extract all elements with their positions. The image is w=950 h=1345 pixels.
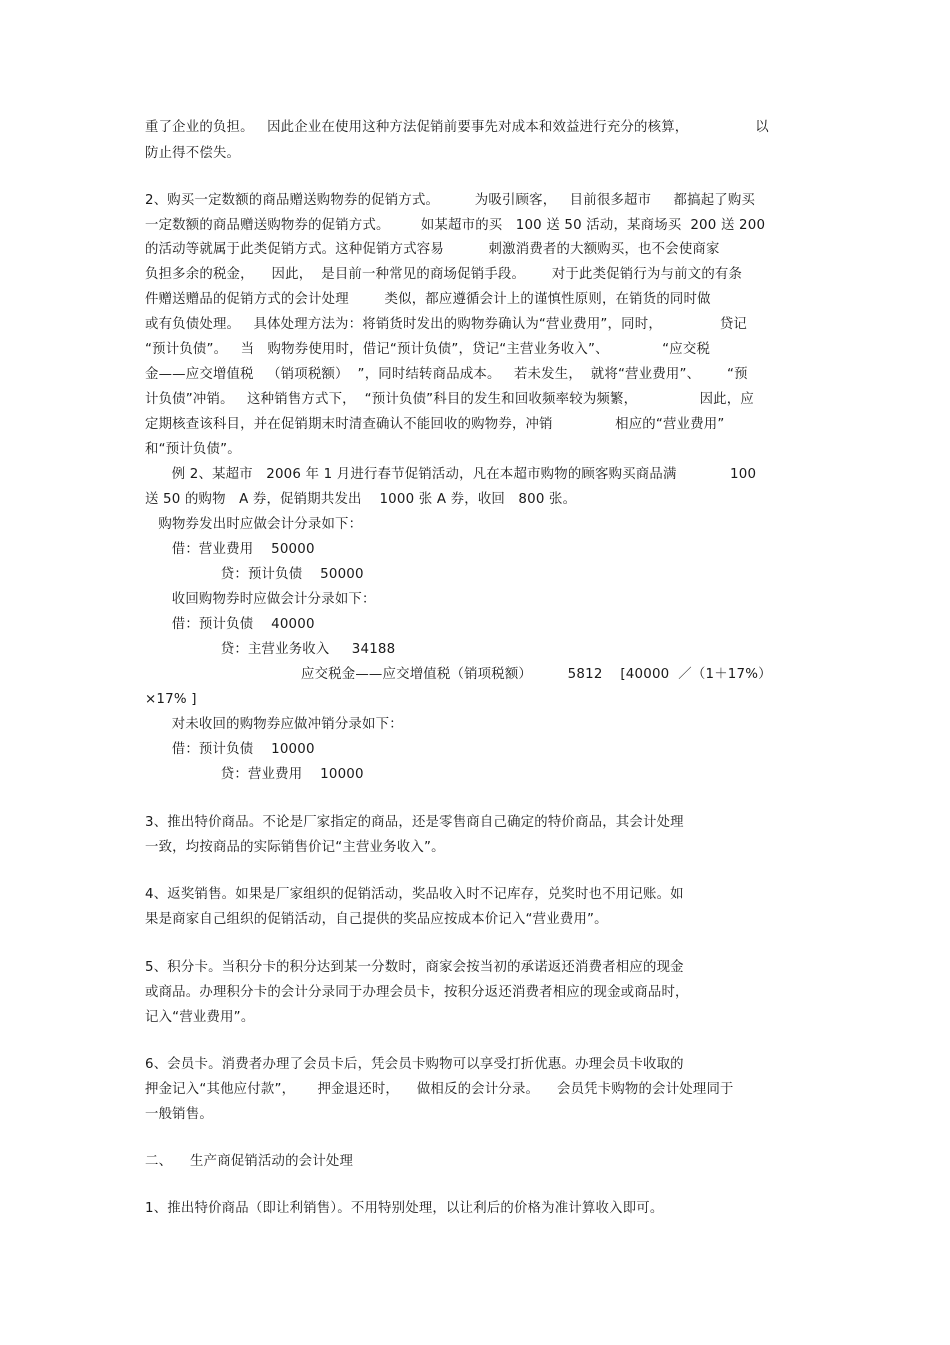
text-line: 一致，均按商品的实际销售价记“主营业务收入”。	[145, 840, 445, 855]
text-line: 收回购物券时应做会计分录如下：	[145, 592, 376, 607]
text-line: 3、推出特价商品。不论是厂家指定的商品，还是零售商自己确定的特价商品，其会计处理	[145, 815, 684, 830]
text-line: 防止得不偿失。	[145, 146, 241, 161]
text-line: 重了企业的负担。 因此企业在使用这种方法促销前要事先对成本和效益进行充分的核算， 以	[145, 120, 769, 135]
text-line: 6、会员卡。消费者办理了会员卡后，凭会员卡购物可以享受打折优惠。办理会员卡收取的	[145, 1057, 684, 1072]
text-line: 负担多余的税金， 因此， 是目前一种常见的商场促销手段。 对于此类促销行为与前文的有条	[145, 267, 743, 282]
section-heading: 二、 生产商促销活动的会计处理	[145, 1154, 354, 1169]
text-line: 押金记入“其他应付款”， 押金退还时， 做相反的会计分录。 会员凭卡购物的会计处理同于	[145, 1082, 734, 1097]
text-line: 贷：营业费用 10000	[145, 767, 364, 782]
text-line: 记入“营业费用”。	[145, 1010, 255, 1025]
text-line: 一般销售。	[145, 1107, 213, 1122]
text-line: 贷：主营业务收入 34188	[145, 642, 396, 657]
text-line: 购物券发出时应做会计分录如下：	[145, 517, 363, 532]
text-line: 1、推出特价商品（即让利销售）。不用特别处理，以让利后的价格为准计算收入即可。	[145, 1201, 664, 1216]
text-line: 件赠送赠品的促销方式的会计处理 类似，都应遵循会计上的谨慎性原则，在销货的同时做	[145, 292, 711, 307]
text-line: “预计负债”。 当 购物券使用时，借记“预计负债”，贷记“主营业务收入”、 “应交税	[145, 342, 711, 357]
text-line: 应交税金——应交增值税（销项税额） 5812 [40000 ／（1＋17%）	[145, 667, 772, 682]
text-line: 借：预计负债 40000	[145, 617, 315, 632]
text-line: 5、积分卡。当积分卡的积分达到某一分数时，商家会按当初的承诺返还消费者相应的现金	[145, 960, 684, 975]
text-line: 例 2、某超市 2006 年 1 月进行春节促销活动，凡在本超市购物的顾客购买商品满 100	[145, 467, 757, 482]
text-line: 送 50 的购物 A 券，促销期共发出 1000 张 A 券，收回 800 张。	[145, 492, 577, 507]
text-line: 的活动等就属于此类促销方式。这种促销方式容易 刺激消费者的大额购买，也不会使商家	[145, 242, 720, 257]
text-line: 对未收回的购物券应做冲销分录如下：	[145, 717, 403, 732]
text-line: 借：营业费用 50000	[145, 542, 315, 557]
text-line: ×17% ]	[145, 692, 197, 707]
text-line: 4、返奖销售。如果是厂家组织的促销活动，奖品收入时不记库存，兑奖时也不用记账。如	[145, 887, 684, 902]
text-line: 和“预计负债”。	[145, 442, 241, 457]
text-line: 定期核查该科目，并在促销期末时清查确认不能回收的购物券，冲销 相应的“营业费用”	[145, 417, 725, 432]
text-line: 果是商家自己组织的促销活动，自己提供的奖品应按成本价记入“营业费用”。	[145, 912, 608, 927]
text-line: 计负债”冲销。 这种销售方式下， “预计负债”科目的发生和回收频率较为频繁， 因此，应	[145, 392, 754, 407]
text-line: 2、购买一定数额的商品赠送购物券的促销方式。 为吸引顾客， 目前很多超市 都搞起了购买	[145, 193, 756, 208]
text-line: 借：预计负债 10000	[145, 742, 315, 757]
text-line: 或有负债处理。 具体处理方法为：将销货时发出的购物券确认为“营业费用”，同时， 贷记	[145, 317, 748, 332]
text-line: 一定数额的商品赠送购物券的促销方式。 如某超市的买 100 送 50 活动，某商场买 200 送 200	[145, 218, 766, 233]
text-line: 或商品。办理积分卡的会计分录同于办理会员卡，按积分返还消费者相应的现金或商品时，	[145, 985, 689, 1000]
text-line: 贷：预计负债 50000	[145, 567, 364, 582]
text-line: 金——应交增值税 （销项税额） ”，同时结转商品成本。 若未发生， 就将“营业费用”、 “预	[145, 367, 748, 382]
